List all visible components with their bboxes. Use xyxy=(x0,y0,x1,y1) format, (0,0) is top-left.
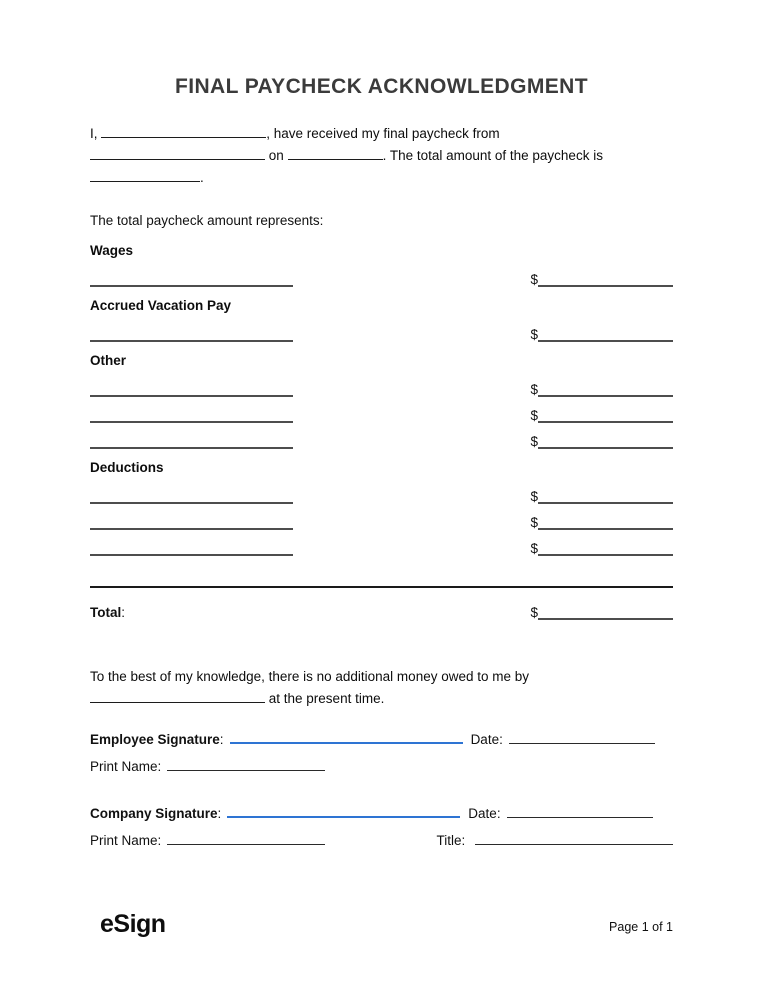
dollar-sign: $ xyxy=(530,327,538,342)
other-description-blank-field[interactable] xyxy=(90,421,293,423)
company-date-blank-field[interactable] xyxy=(507,817,653,818)
other-description-blank-field[interactable] xyxy=(90,447,293,449)
section-label-deductions: Deductions xyxy=(90,460,164,475)
page-number-label: Page 1 of 1 xyxy=(609,920,673,934)
company-signature-label: Company Signature: xyxy=(90,806,222,821)
intro-after-date: . The total amount of the paycheck is xyxy=(382,148,603,163)
company-print-name-row xyxy=(90,830,673,854)
paycheck-amount-blank-field[interactable] xyxy=(90,171,200,182)
deduction-description-blank-field[interactable] xyxy=(90,554,293,556)
employee-signature-label: Employee Signature: xyxy=(90,732,224,747)
amount-row xyxy=(90,316,673,342)
section-wages xyxy=(90,240,673,287)
section-deductions xyxy=(90,457,673,556)
closing-line1: To the best of my knowledge, there is no additional money owed to me by xyxy=(90,669,530,684)
other-amount-blank-field[interactable] xyxy=(538,447,673,449)
employee-signature-field[interactable] xyxy=(230,742,463,744)
deduction-amount-blank-field[interactable] xyxy=(538,554,673,556)
dollar-sign: $ xyxy=(530,515,538,530)
closing-company-blank-field[interactable] xyxy=(90,692,265,703)
company-title-blank-field[interactable] xyxy=(475,844,673,845)
vacation-amount-blank-field[interactable] xyxy=(538,340,673,342)
intro-lead: I, xyxy=(90,126,98,141)
amount-row xyxy=(90,397,673,423)
wages-description-blank-field[interactable] xyxy=(90,285,293,287)
employee-print-name-blank-field[interactable] xyxy=(167,770,325,771)
amount-field xyxy=(530,434,673,449)
paycheck-date-blank-field[interactable] xyxy=(288,149,383,160)
dollar-sign: $ xyxy=(530,605,538,620)
employee-date-label: Date: xyxy=(470,732,503,747)
company-date-label: Date: xyxy=(468,806,501,821)
intro-period: . xyxy=(200,170,204,185)
amount-field xyxy=(530,327,673,342)
total-divider-line xyxy=(90,586,673,588)
represents-heading: The total paycheck amount represents: xyxy=(90,213,324,228)
section-label-vacation-pay: Accrued Vacation Pay xyxy=(90,298,232,313)
dollar-sign: $ xyxy=(530,272,538,287)
deduction-amount-blank-field[interactable] xyxy=(538,528,673,530)
deduction-description-blank-field[interactable] xyxy=(90,528,293,530)
company-title-label: Title: xyxy=(436,833,466,848)
amount-field xyxy=(530,541,673,556)
deduction-description-blank-field[interactable] xyxy=(90,502,293,504)
intro-after-name: , have received my final paycheck from xyxy=(266,126,500,141)
other-amount-blank-field[interactable] xyxy=(538,421,673,423)
company-signature-row xyxy=(90,803,673,827)
vacation-description-blank-field[interactable] xyxy=(90,340,293,342)
section-other xyxy=(90,350,673,449)
dollar-sign: $ xyxy=(530,541,538,556)
other-amount-blank-field[interactable] xyxy=(538,395,673,397)
employee-name-blank-field[interactable] xyxy=(101,127,266,138)
intro-conjunction: on xyxy=(268,148,284,163)
total-label: Total: xyxy=(90,605,126,620)
amount-field xyxy=(530,515,673,530)
dollar-sign: $ xyxy=(530,489,538,504)
employee-print-name-label: Print Name: xyxy=(90,759,162,774)
section-label-wages: Wages xyxy=(90,243,134,258)
company-print-name-blank-field[interactable] xyxy=(167,844,325,845)
page-title: FINAL PAYCHECK ACKNOWLEDGMENT xyxy=(175,75,588,98)
total-row xyxy=(90,598,673,620)
dollar-sign: $ xyxy=(530,382,538,397)
employee-signature-row xyxy=(90,729,673,753)
amount-row xyxy=(90,423,673,449)
section-label-other: Other xyxy=(90,353,127,368)
amount-row xyxy=(90,261,673,287)
dollar-sign: $ xyxy=(530,408,538,423)
amount-field xyxy=(530,408,673,423)
employee-print-name-row xyxy=(90,756,673,780)
document-content xyxy=(90,0,673,854)
employee-date-blank-field[interactable] xyxy=(509,743,655,744)
total-amount-blank-field[interactable] xyxy=(538,618,673,620)
dollar-sign: $ xyxy=(530,434,538,449)
amount-row xyxy=(90,371,673,397)
amount-field xyxy=(530,382,673,397)
amount-field xyxy=(530,272,673,287)
closing-paragraph xyxy=(90,666,673,710)
company-signature-field[interactable] xyxy=(227,816,460,818)
amount-row xyxy=(90,530,673,556)
amount-field xyxy=(530,489,673,504)
amount-row xyxy=(90,478,673,504)
company-title-group xyxy=(436,830,673,852)
other-description-blank-field[interactable] xyxy=(90,395,293,397)
company-print-name-label: Print Name: xyxy=(90,833,162,848)
section-vacation-pay xyxy=(90,295,673,342)
total-amount-field xyxy=(530,605,673,620)
amount-row xyxy=(90,504,673,530)
intro-paragraph xyxy=(90,123,673,189)
wages-amount-blank-field[interactable] xyxy=(538,285,673,287)
esign-logo: eSign xyxy=(100,910,166,938)
deduction-amount-blank-field[interactable] xyxy=(538,502,673,504)
closing-line2: at the present time. xyxy=(268,691,385,706)
employer-name-blank-field[interactable] xyxy=(90,149,265,160)
